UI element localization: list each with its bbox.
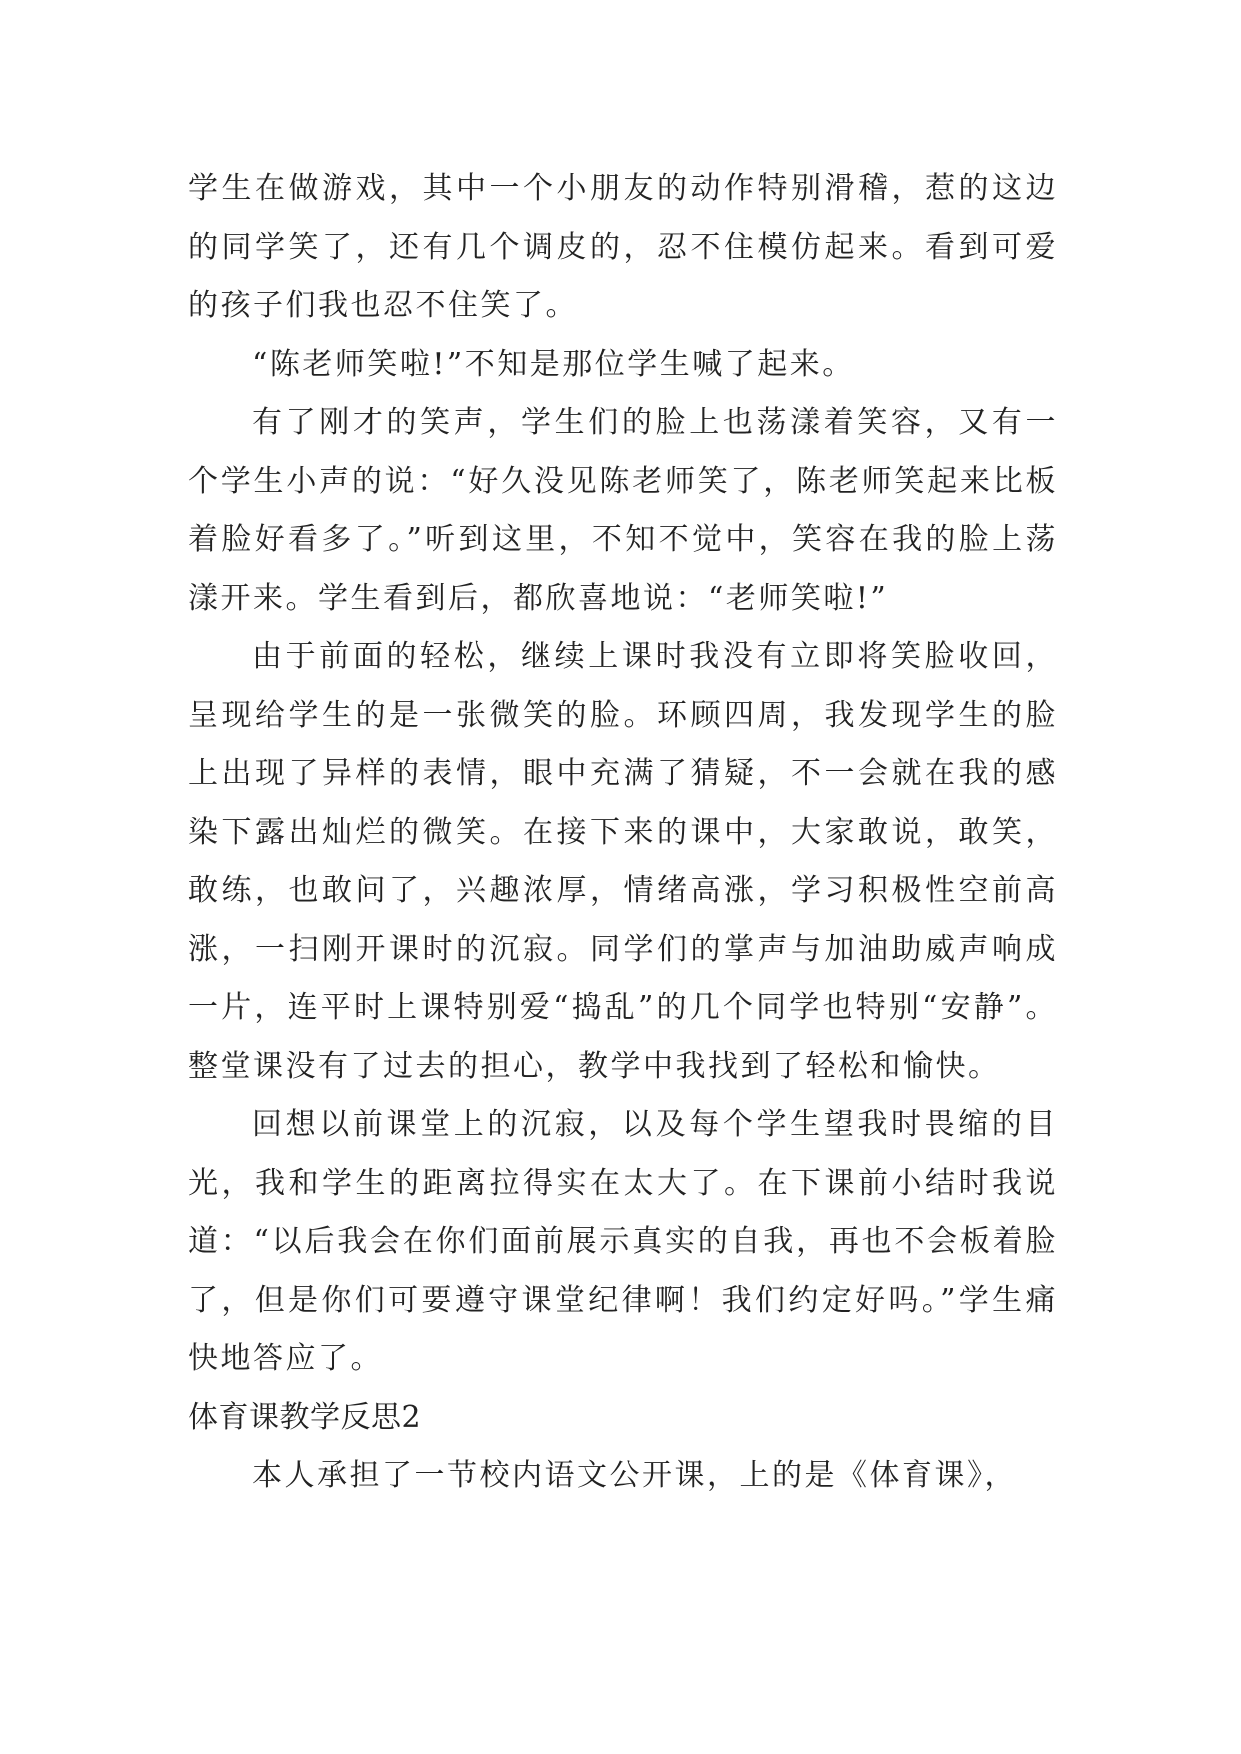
paragraph-laughter: 有了刚才的笑声，学生们的脸上也荡漾着笑容，又有一个学生小声的说：“好久没见陈老师笑了，陈老师笑起来比板着脸好看多了。”听到这里，不知不觉中，笑容在我的脸上荡漾开来。学生看到后，都欣喜地说：“老师笑啦!”	[188, 405, 1058, 616]
document-body	[188, 160, 1058, 1506]
section-heading: 体育课教学反思2	[188, 1399, 422, 1435]
paragraph-continuation: 学生在做游戏，其中一个小朋友的动作特别滑稽，惹的这边的同学笑了，还有几个调皮的，忍不住模仿起来。看到可爱的孩子们我也忍不住笑了。	[188, 171, 1058, 323]
paragraph-reflection: 回想以前课堂上的沉寂，以及每个学生望我时畏缩的目光，我和学生的距离拉得实在太大了。在下课前小结时我说道：“以后我会在你们面前展示真实的自我，再也不会板着脸了，但是你们可要遵守课堂纪律啊！我们约定好吗。”学生痛快地答应了。	[188, 1107, 1058, 1376]
paragraph-open-class: 本人承担了一节校内语文公开课，上的是《体育课》，	[252, 1458, 1017, 1493]
paragraph-class-atmosphere: 由于前面的轻松，继续上课时我没有立即将笑脸收回，呈现给学生的是一张微笑的脸。环顾四周，我发现学生的脸上出现了异样的表情，眼中充满了猜疑，不一会就在我的感染下露出灿烂的微笑。在接下来的课中，大家敢说，敢笑，敢练，也敢问了，兴趣浓厚，情绪高涨，学习积极性空前高涨，一扫刚开课时的沉寂。同学们的掌声与加油助威声响成一片，连平时上课特别爱“捣乱”的几个同学也特别“安静”。整堂课没有了过去的担心，教学中我找到了轻松和愉快。	[188, 639, 1058, 1084]
paragraph-quote: “陈老师笑啦!”不知是那位学生喊了起来。	[252, 346, 855, 382]
